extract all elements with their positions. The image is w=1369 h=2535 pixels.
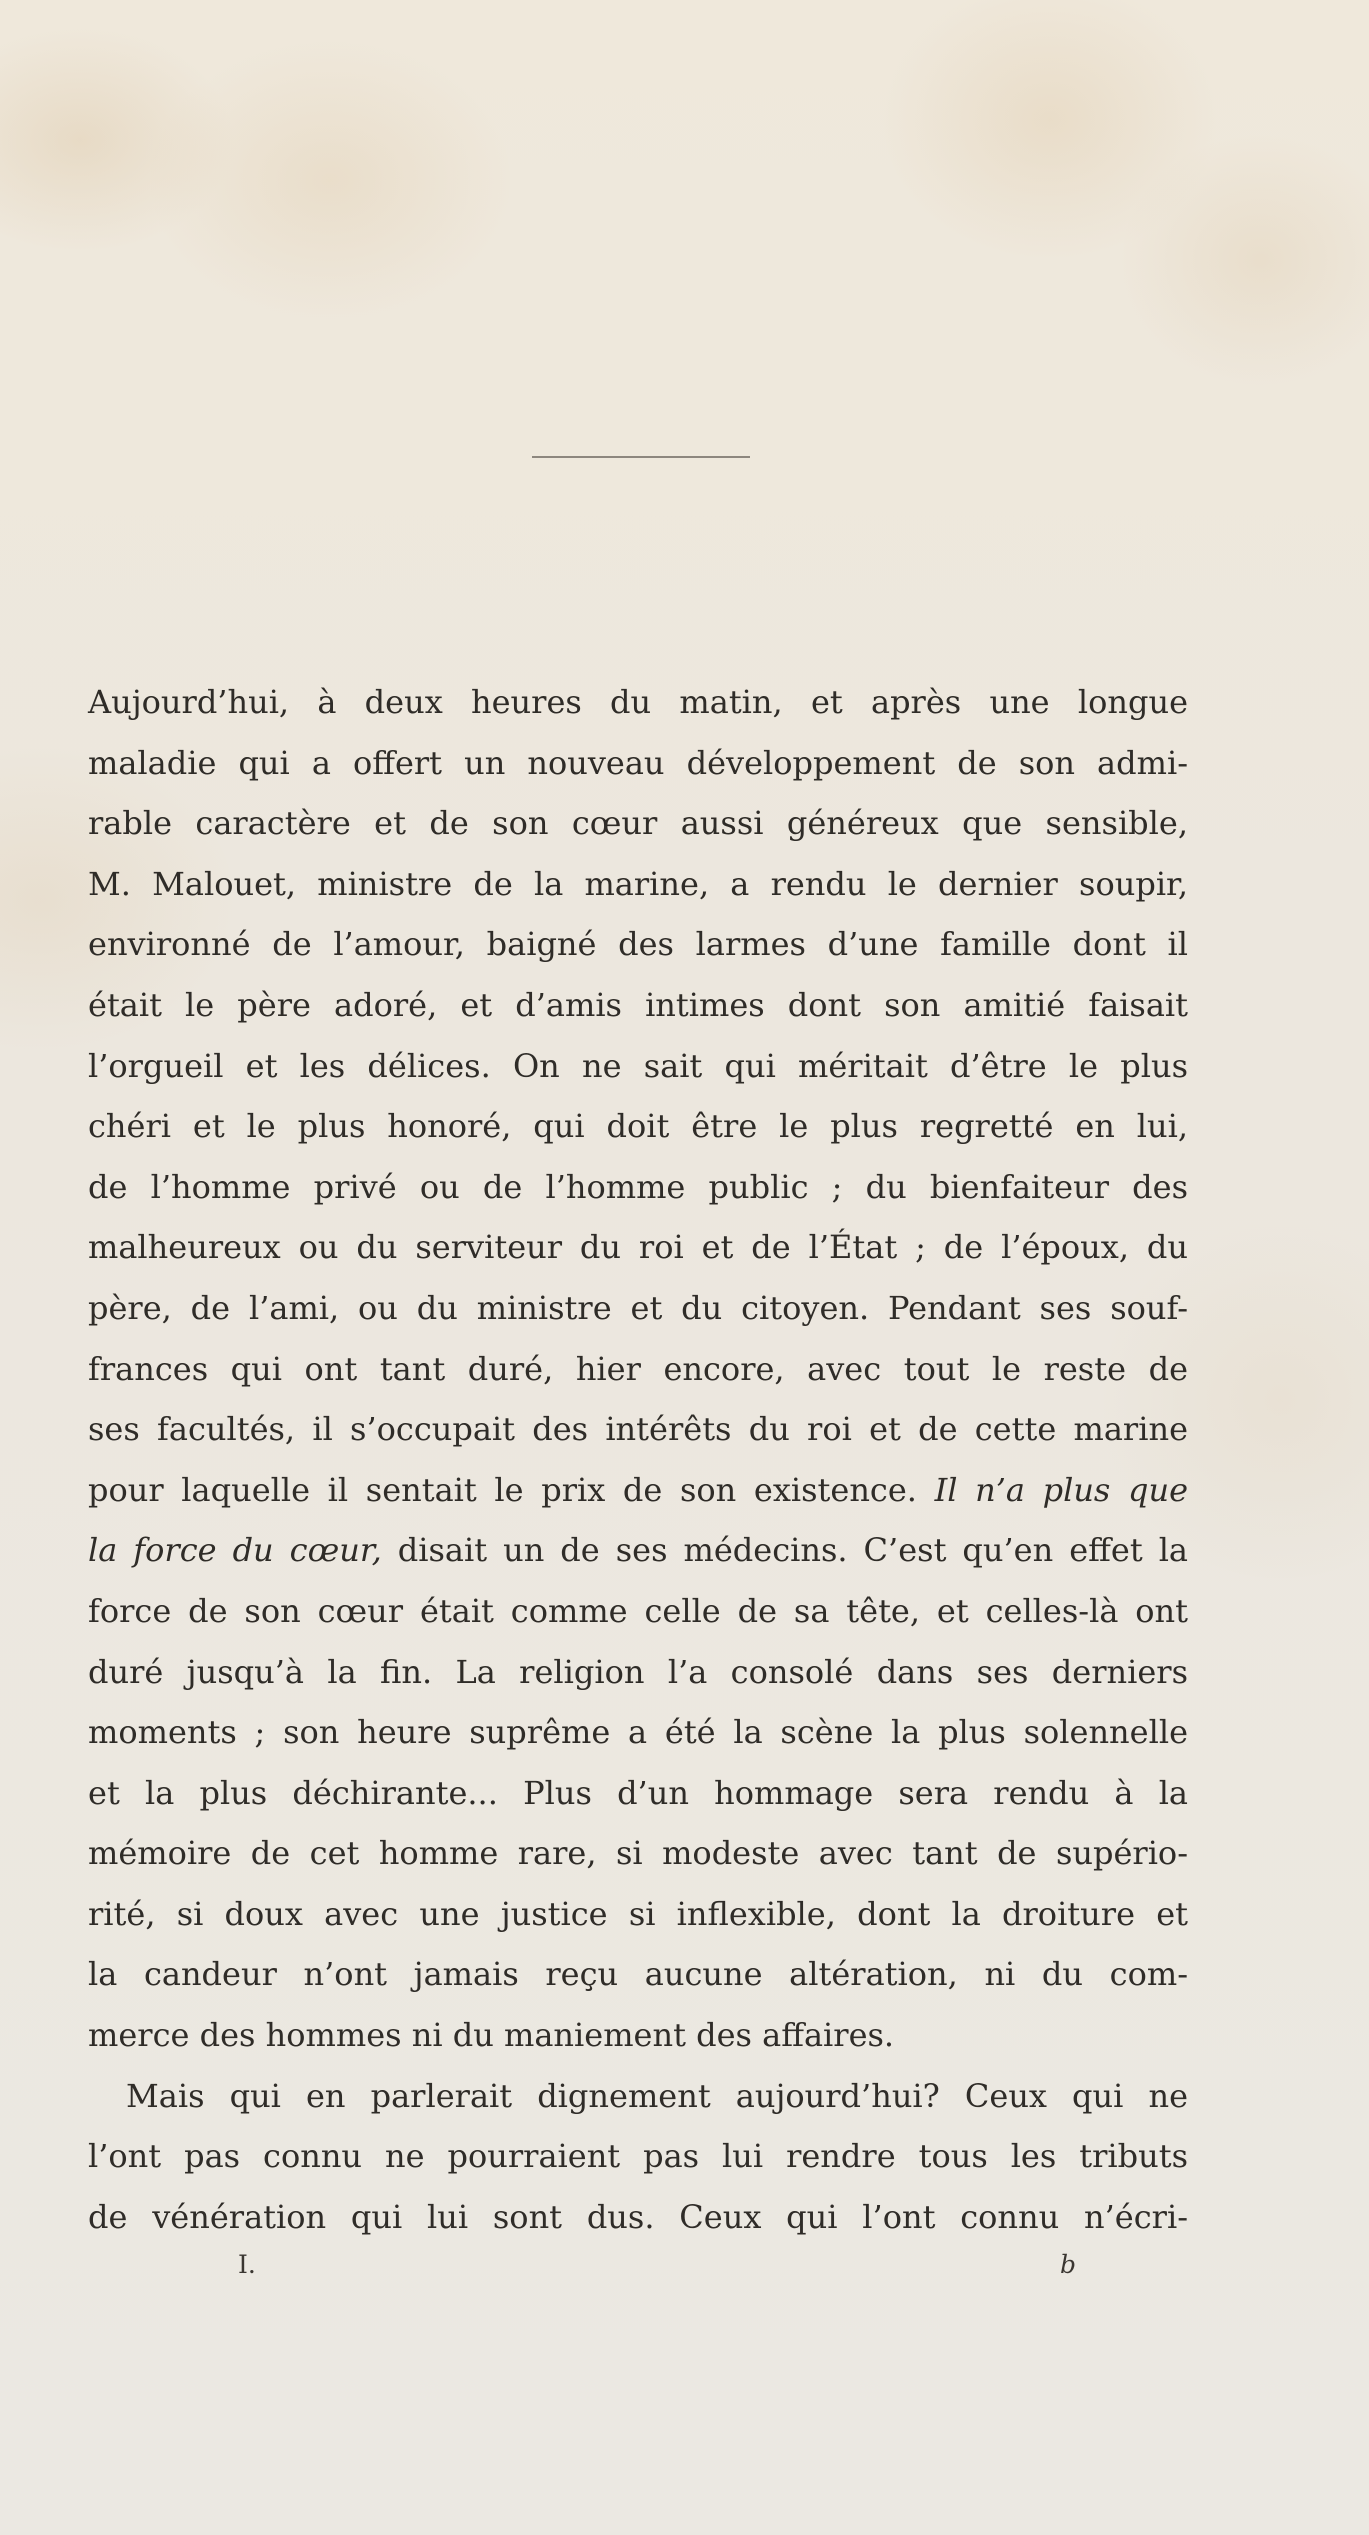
text-line: chéri et le plus honoré, qui doit être le plus regretté en lui, xyxy=(88,1107,1188,1146)
section-divider-rule xyxy=(532,456,750,458)
text-line: père, de l’ami, ou du ministre et du citoyen. Pendant ses souf- xyxy=(88,1288,1188,1327)
text-line: force de son cœur était comme celle de sa tête, et celles-là ont xyxy=(88,1591,1188,1630)
text-line: la candeur n’ont jamais reçu aucune altération, ni du com- xyxy=(88,1955,1188,1994)
text-line: ses facultés, il s’occupait des intérêts du roi et de cette marine xyxy=(88,1410,1188,1449)
body-text xyxy=(88,672,1188,2247)
text-line: de vénération qui lui sont dus. Ceux qui l’ont connu n’écri- xyxy=(88,2197,1188,2236)
text-line: moments ; son heure suprême a été la scène la plus solennelle xyxy=(88,1713,1188,1752)
paragraph-last-line: merce des hommes ni du maniement des affaires. xyxy=(88,2016,895,2055)
text-line: mémoire de cet homme rare, si modeste avec tant de supério- xyxy=(88,1834,1188,1873)
signature-mark: I. xyxy=(238,2250,256,2279)
text-line: frances qui ont tant duré, hier encore, avec tout le reste de xyxy=(88,1349,1188,1388)
text-line: pour laquelle il sentait le prix de son existence. Il n’a plus que xyxy=(88,1470,1189,1509)
text-line: M. Malouet, ministre de la marine, a rendu le dernier soupir, xyxy=(88,864,1188,903)
paragraph-first-line: Mais qui en parlerait dignement aujourd’hui? Ceux qui ne xyxy=(126,2076,1188,2115)
text-line: malheureux ou du serviteur du roi et de l’État ; de l’époux, du xyxy=(88,1228,1188,1267)
text-line: l’ont pas connu ne pourraient pas lui rendre tous les tributs xyxy=(88,2137,1188,2176)
text-line: était le père adoré, et d’amis intimes dont son amitié faisait xyxy=(88,985,1188,1024)
text-line: l’orgueil et les délices. On ne sait qui méritait d’être le plus xyxy=(88,1046,1188,1085)
text-line: duré jusqu’à la fin. La religion l’a consolé dans ses derniers xyxy=(88,1652,1188,1691)
text-line: et la plus déchirante... Plus d’un hommage sera rendu à la xyxy=(88,1773,1188,1812)
italic-quote: la force du cœur, xyxy=(88,1531,382,1570)
text-line: de l’homme privé ou de l’homme public ; du bienfaiteur des xyxy=(88,1167,1188,1206)
text-line: rité, si doux avec une justice si inflexible, dont la droiture et xyxy=(88,1894,1188,1933)
italic-quote: Il n’a plus que xyxy=(934,1470,1189,1509)
gathering-mark: b xyxy=(1060,2250,1077,2279)
text-line: maladie qui a offert un nouveau développement de son admi- xyxy=(88,743,1188,782)
text-line: environné de l’amour, baigné des larmes d’une famille dont il xyxy=(88,925,1188,964)
text-line: la force du cœur, disait un de ses médecins. C’est qu’en effet la xyxy=(88,1531,1189,1570)
text-line: Aujourd’hui, à deux heures du matin, et après une longue xyxy=(88,683,1188,721)
text-line: rable caractère et de son cœur aussi généreux que sensible, xyxy=(88,804,1188,843)
